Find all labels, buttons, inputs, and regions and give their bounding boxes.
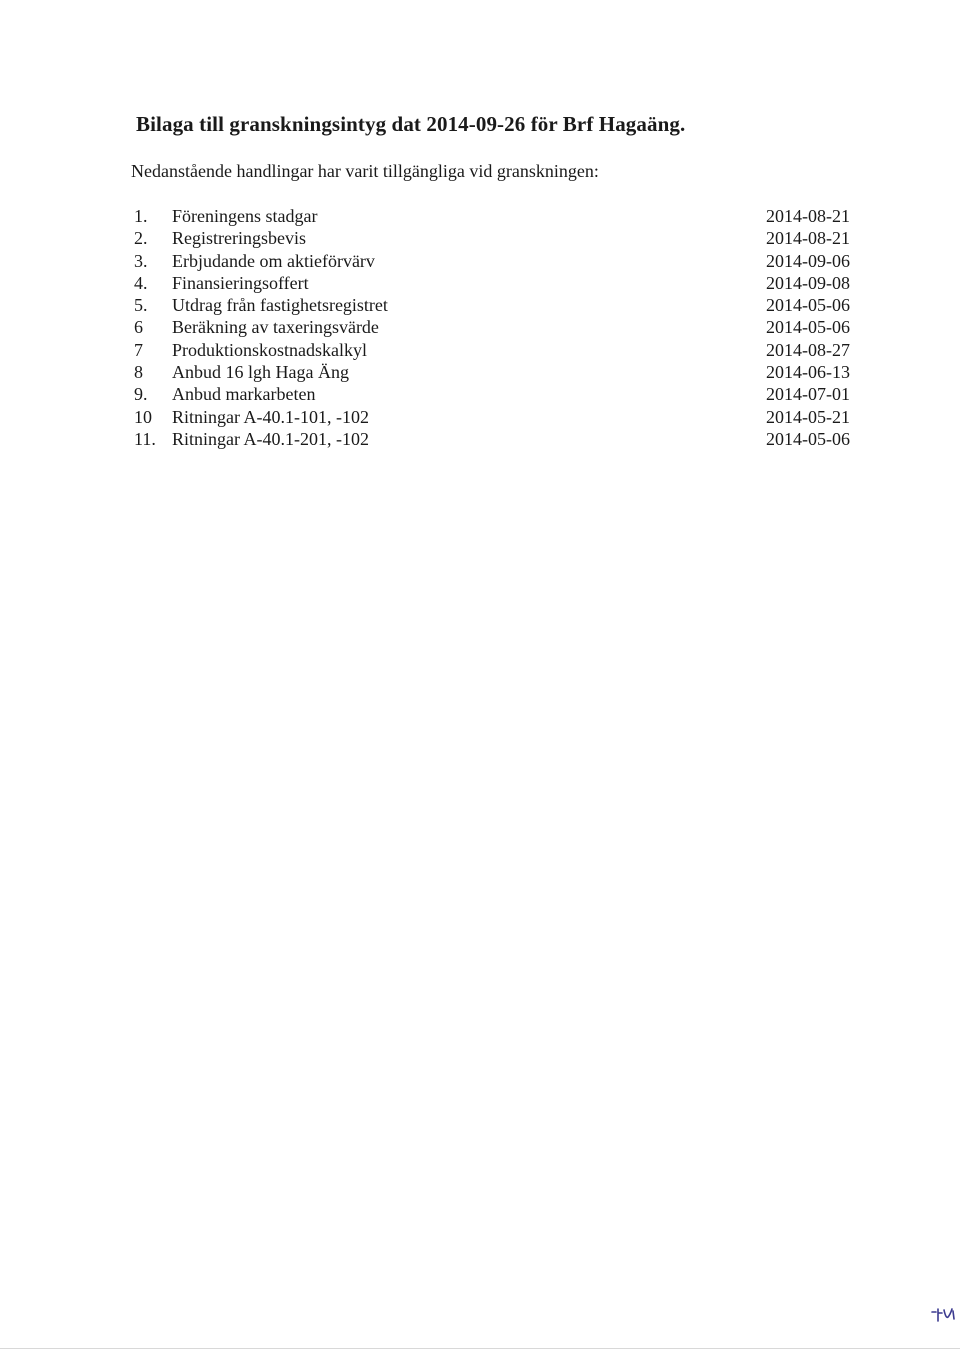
item-number: 3. xyxy=(134,250,148,271)
list-item xyxy=(134,361,850,383)
item-date: 2014-09-06 xyxy=(766,250,850,271)
item-name: Anbud 16 lgh Haga Äng xyxy=(172,362,349,383)
document-title: Bilaga till granskningsintyg dat 2014-09-26 för Brf Hagaäng. xyxy=(136,112,686,136)
list-item xyxy=(134,227,850,249)
item-name: Erbjudande om aktieförvärv xyxy=(172,250,375,271)
item-name: Ritningar A-40.1-101, -102 xyxy=(172,406,369,427)
item-name: Finansieringsoffert xyxy=(172,272,309,293)
item-number: 7 xyxy=(134,339,143,360)
list-item xyxy=(134,316,850,338)
item-name: Utdrag från fastighetsregistret xyxy=(172,295,388,316)
item-number: 8 xyxy=(134,362,143,383)
item-number: 5. xyxy=(134,295,148,316)
item-number: 9. xyxy=(134,384,148,405)
item-number: 4. xyxy=(134,272,148,293)
item-name: Produktionskostnadskalkyl xyxy=(172,339,368,360)
intro-text: Nedanstående handlingar har varit tillgängliga vid granskningen: xyxy=(131,161,599,181)
item-date: 2014-08-21 xyxy=(766,228,850,249)
item-date: 2014-09-08 xyxy=(766,272,850,293)
document-list xyxy=(134,205,850,450)
item-name: Registreringsbevis xyxy=(172,228,306,249)
item-name: Föreningens stadgar xyxy=(172,206,318,226)
item-date: 2014-05-21 xyxy=(766,406,850,427)
item-number: 1. xyxy=(134,206,148,226)
list-item xyxy=(134,383,850,405)
item-number: 11. xyxy=(134,428,156,449)
item-date: 2014-05-06 xyxy=(766,295,850,316)
item-date: 2014-08-27 xyxy=(766,339,850,360)
signature-mark xyxy=(930,1305,956,1325)
signature-stroke xyxy=(932,1309,954,1321)
list-item xyxy=(134,272,850,294)
item-date: 2014-05-06 xyxy=(766,428,850,449)
item-name: Anbud markarbeten xyxy=(172,384,316,405)
item-number: 6 xyxy=(134,317,143,338)
list-item xyxy=(134,250,850,272)
list-item xyxy=(134,428,850,450)
list-item xyxy=(134,205,850,227)
item-date: 2014-05-06 xyxy=(766,317,850,338)
list-item xyxy=(134,294,850,316)
item-number: 10 xyxy=(134,406,152,427)
item-date: 2014-07-01 xyxy=(766,384,850,405)
list-item xyxy=(134,339,850,361)
item-number: 2. xyxy=(134,228,148,249)
item-name: Ritningar A-40.1-201, -102 xyxy=(172,428,369,449)
scan-edge-line xyxy=(0,1348,960,1349)
item-name: Beräkning av taxeringsvärde xyxy=(172,317,379,338)
list-item xyxy=(134,406,850,428)
item-date: 2014-06-13 xyxy=(766,362,850,383)
item-date: 2014-08-21 xyxy=(766,206,850,226)
